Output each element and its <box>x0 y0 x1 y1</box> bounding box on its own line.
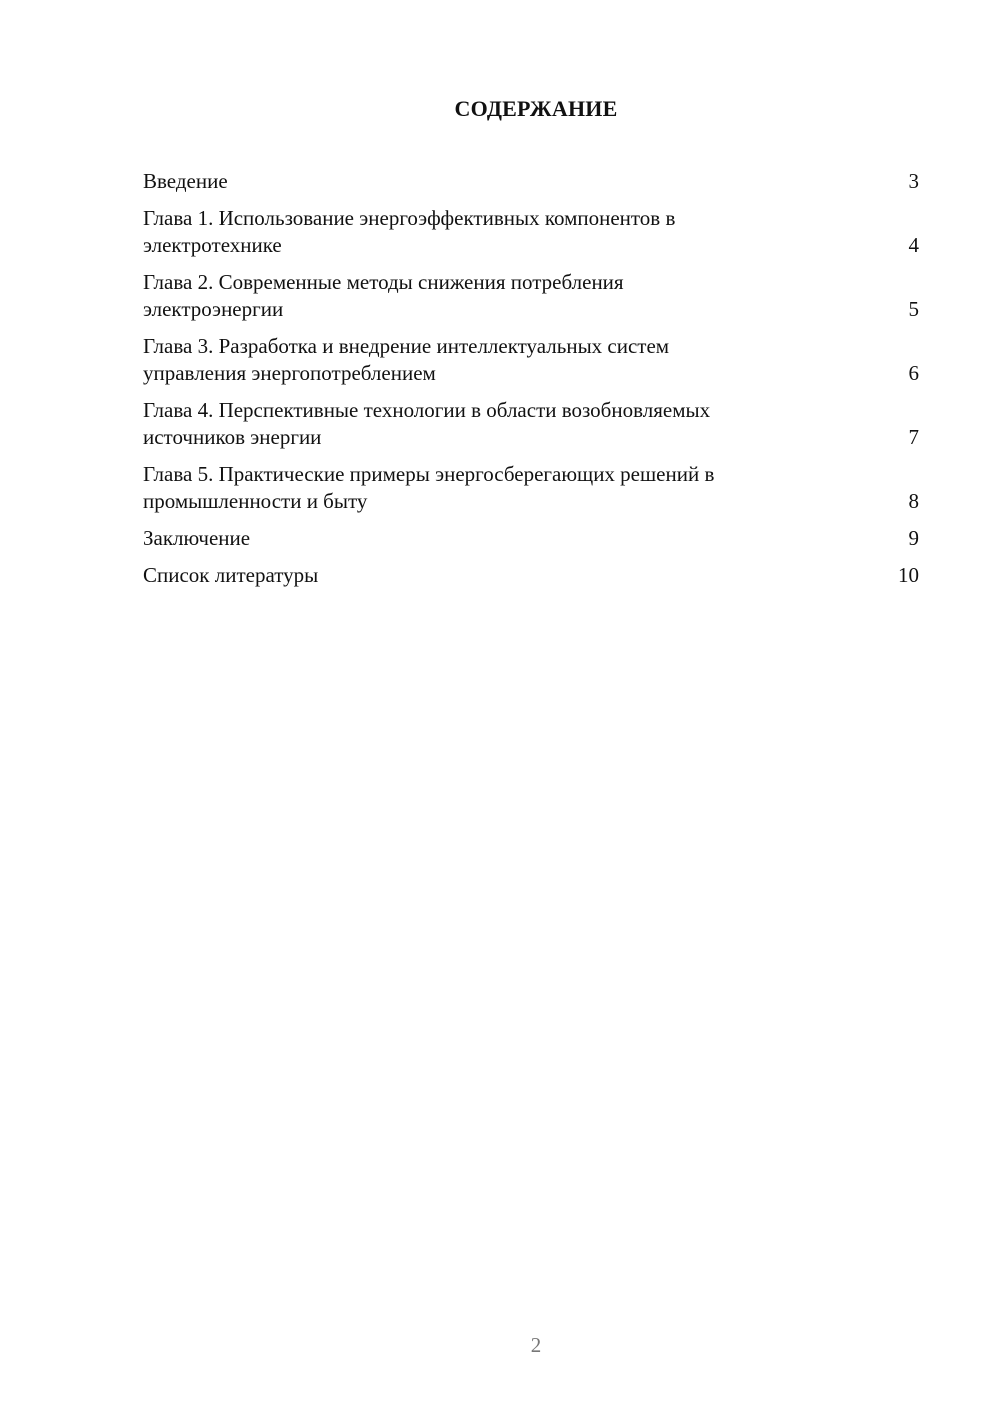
toc-entry-chapter-1[interactable] <box>143 205 919 259</box>
toc-entry-text: Глава 3. Разработка и внедрение интеллектуальных систем управления энергопотреблением <box>143 334 670 385</box>
toc-entry-page: 5 <box>908 297 919 321</box>
toc-entry-page: 10 <box>898 563 919 587</box>
toc-entry-text: Заключение <box>143 526 251 550</box>
toc-entry-chapter-2[interactable] <box>143 269 919 323</box>
toc-entry-chapter-4[interactable] <box>143 397 919 451</box>
toc-entry-page: 8 <box>908 489 919 513</box>
toc-entry-conclusion[interactable] <box>143 525 919 552</box>
toc-entry-page: 9 <box>908 526 919 550</box>
toc-entry-text: Глава 4. Перспективные технологии в области возобновляемых источников энергии <box>143 398 711 449</box>
toc-entry-introduction[interactable] <box>143 168 919 195</box>
toc-entry-text: Глава 5. Практические примеры энергосберегающих решений в промышленности и быту <box>143 462 715 513</box>
toc-entry-text: Глава 1. Использование энергоэффективных компонентов в электротехнике <box>143 206 676 257</box>
toc-entry-page: 3 <box>908 169 919 193</box>
toc-entry-references[interactable] <box>143 562 919 589</box>
toc-entry-chapter-5[interactable] <box>143 461 919 515</box>
toc-entry-text: Глава 2. Современные методы снижения потребления электроэнергии <box>143 270 624 321</box>
toc-entry-page: 4 <box>908 233 919 257</box>
toc-entry-text: Введение <box>143 169 228 193</box>
page-number: 2 <box>530 1333 542 1357</box>
page-title: СОДЕРЖАНИЕ <box>454 96 618 121</box>
table-of-contents <box>143 168 919 599</box>
toc-entry-text: Список литературы <box>143 563 319 587</box>
toc-entry-page: 7 <box>908 425 919 449</box>
toc-entry-chapter-3[interactable] <box>143 333 919 387</box>
toc-entry-page: 6 <box>908 361 919 385</box>
